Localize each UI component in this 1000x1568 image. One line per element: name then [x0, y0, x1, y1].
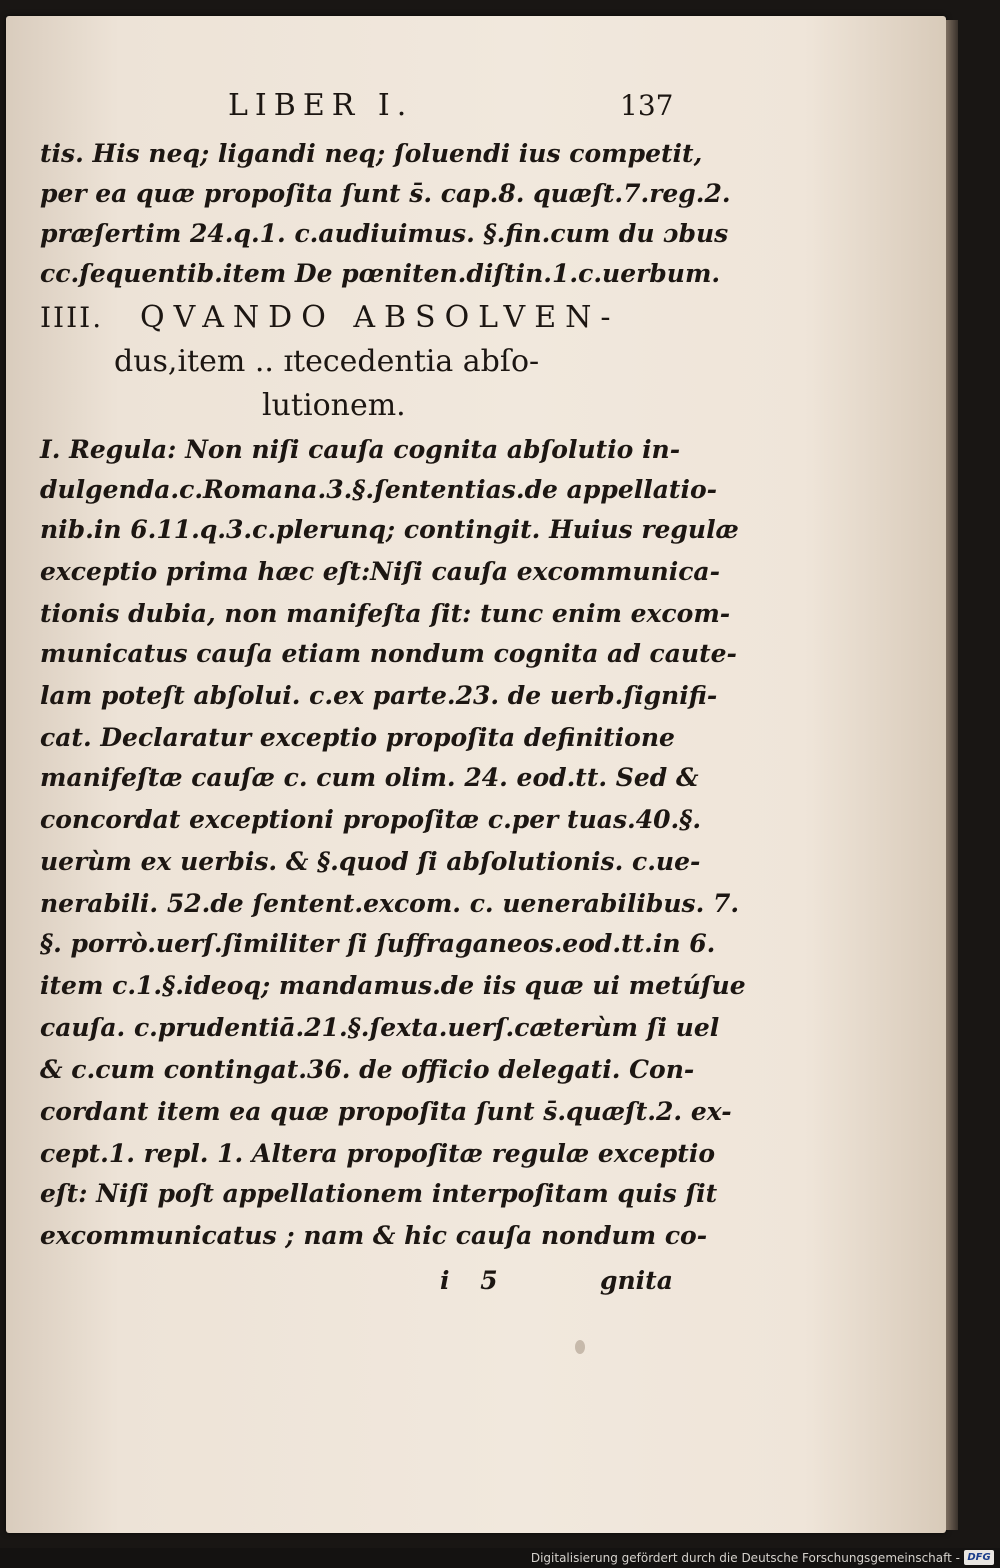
- text-line: exceptio prima hæc eſt:Niſi cauſa excommunica-: [40, 557, 720, 586]
- text-line: per ea quæ propoſita ſunt s̄. cap.8. quæſt.7.reg.2.: [40, 179, 731, 208]
- text-line: §. porrò.uerſ.ſimiliter ſi ſuffraganeos.eod.tt.in 6.: [40, 929, 716, 958]
- text-line: concordat exceptioni propoſitæ c.per tuas.40.§.: [40, 805, 702, 834]
- section-title-line: QVANDO ABSOLVEN-: [140, 300, 620, 335]
- section-number: IIII.: [40, 301, 104, 334]
- text-line: tionis dubia, non manifeſta ſit: tunc enim excom-: [40, 599, 731, 628]
- text-line: & c.cum contingat.36. de officio delegati. Con-: [40, 1055, 695, 1084]
- running-head: LIBER I.: [228, 88, 414, 123]
- section-heading: [40, 296, 680, 428]
- catchword: gnita: [600, 1266, 673, 1295]
- text-line: municatus cauſa etiam nondum cognita ad caute-: [40, 639, 737, 668]
- text-line: cauſa. c.prudentiā.21.§.ſexta.uerſ.cæterùm ſi uel: [40, 1013, 720, 1042]
- section-title-line: dus,item .. ɪtecedentia abſo-: [114, 344, 540, 379]
- foxing-spot: [575, 1340, 585, 1354]
- text-line: nib.in 6.11.q.3.c.plerunq; contingit. Huius regulæ: [40, 515, 739, 544]
- text-line: excommunicatus ; nam & hic cauſa nondum co-: [40, 1221, 708, 1250]
- funding-credit: Digitalisierung gefördert durch die Deutsche Forschungsgemeinschaft -: [530, 1551, 960, 1565]
- text-line: manifeſtæ cauſæ c. cum olim. 24. eod.tt. Sed &: [40, 763, 699, 792]
- page-edge-shadow: [946, 20, 958, 1530]
- text-line: dulgenda.c.Romana.3.§.ſententias.de appellatio-: [40, 475, 718, 504]
- signature-mark: i 5: [440, 1266, 498, 1295]
- page-header: [0, 84, 1000, 128]
- text-line: præſertim 24.q.1. c.audiuimus. §.fin.cum du ɔbus: [40, 219, 729, 248]
- text-line: I. Regula: Non niſi cauſa cognita abſolutio in-: [40, 435, 681, 464]
- text-line: uerùm ex uerbis. & §.quod ſi abſolutionis. c.ue-: [40, 847, 701, 876]
- text-line: eſt: Niſi poſt appellationem interpoſitam quis ſit: [40, 1179, 718, 1208]
- credit-bar: [0, 1548, 1000, 1568]
- text-line: cc.ſequentib.item De pœniten.diſtin.1.c.uerbum.: [40, 259, 721, 288]
- text-line: nerabili. 52.de ſentent.excom. c. uenerabilibus. 7.: [40, 889, 740, 918]
- page-number: 137: [620, 89, 674, 122]
- text-line: item c.1.§.ideoq; mandamus.de iis quæ ui metúſue: [40, 971, 746, 1000]
- dfg-logo: DFG: [964, 1550, 994, 1565]
- text-line: cept.1. repl. 1. Altera propoſitæ regulæ exceptio: [40, 1139, 715, 1168]
- text-line: cat. Declaratur exceptio propoſita definitione: [40, 723, 675, 752]
- text-line: tis. His neq; ligandi neq; ſoluendi ius competit,: [40, 139, 703, 168]
- text-line: cordant item ea quæ propoſita ſunt s̄.quæſt.2. ex-: [40, 1097, 732, 1126]
- section-title-line: lutionem.: [262, 388, 406, 423]
- text-line: lam poteſt abſolui. c.ex parte.23. de uerb.ſignifi-: [40, 681, 718, 710]
